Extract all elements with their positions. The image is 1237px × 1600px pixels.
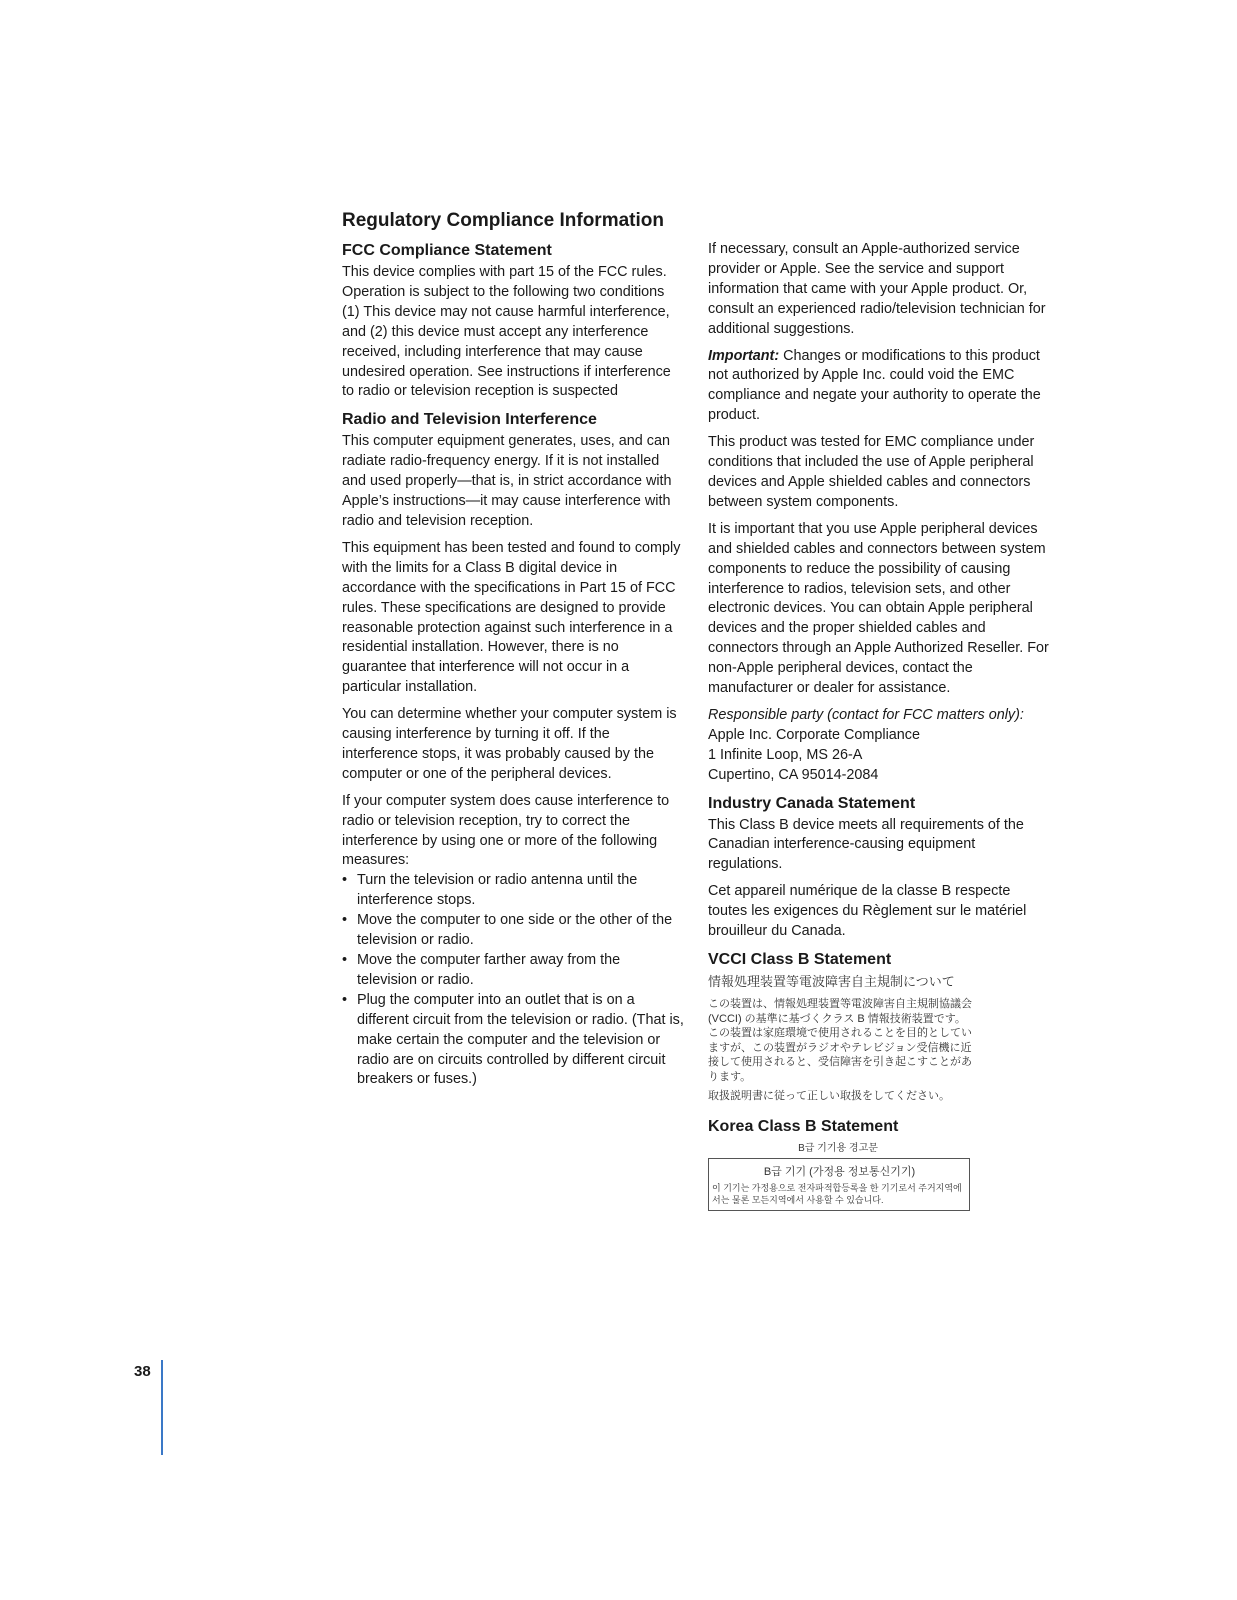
important-label: Important: bbox=[708, 347, 780, 364]
page-number: 38 bbox=[134, 1363, 151, 1380]
address-line: Cupertino, CA 95014-2084 bbox=[708, 766, 879, 783]
canada-french: Cet appareil numérique de la classe B respecte toutes les exigences du Règlement sur le matériel brouilleur du Canada. bbox=[708, 883, 1027, 940]
radio-tv-heading: Radio and Television Interference bbox=[342, 411, 597, 429]
radio-tv-paragraph: You can determine whether your computer system is causing interference by turning it off. If the interference stops, it was probably caused by the computer or one of the peripheral devices. bbox=[342, 706, 677, 782]
list-item-text: Move the computer farther away from the television or radio. bbox=[357, 952, 621, 988]
canada-section bbox=[708, 793, 1053, 942]
measures-list bbox=[342, 871, 684, 1090]
radio-tv-paragraph: This computer equipment generates, uses, and can radiate radio-frequency energy. If it is not installed and used properly—that is, in strict accordance with Apple’s instructions—it may cause interference with radio and television reception. bbox=[342, 433, 672, 529]
bullet-icon: • bbox=[342, 912, 348, 929]
consult-paragraph: If necessary, consult an Apple-authorized service provider or Apple. See the service and support information that came with your Apple product. Or, consult an experienced radio/television technician for additional suggestions. bbox=[708, 241, 1046, 337]
important-text: Changes or modifications to this product not authorized by Apple Inc. could void the EMC compliance and negate your authority to operate the product. bbox=[708, 347, 1041, 424]
address-line: 1 Infinite Loop, MS 26-A bbox=[708, 746, 863, 763]
fcc-section bbox=[342, 240, 684, 402]
list-item-text: Move the computer to one side or the other of the television or radio. bbox=[357, 912, 673, 949]
list-item bbox=[342, 871, 684, 911]
list-item bbox=[342, 911, 684, 951]
korea-statement-box bbox=[708, 1158, 970, 1211]
korea-box-title: B급 기기 (가정용 정보통신기기) bbox=[763, 1165, 916, 1178]
radio-tv-paragraph: This equipment has been tested and found to comply with the limits for a Class B digital device in accordance with the specifications in Part 15 of FCC rules. These specifications are designed to provide reasonable protection against such interference in a residential installation. However, there is no guarantee that interference will not occur in a particular installation. bbox=[342, 539, 681, 696]
vcci-section bbox=[708, 949, 1053, 1104]
list-item bbox=[342, 991, 684, 1091]
list-item-text: Plug the computer into an outlet that is on a different circuit from the television or radio. (That is, make certain the computer and the television or radio are on circuits controlled by different circuit breakers or fuses.) bbox=[357, 991, 684, 1088]
emc-tested-paragraph: This product was tested for EMC compliance under conditions that included the use of Apple peripheral devices and Apple shielded cables and connectors between system components. bbox=[708, 434, 1035, 510]
right-column bbox=[708, 240, 1053, 1211]
fcc-body: This device complies with part 15 of the FCC rules. Operation is subject to the following two conditions (1) This device may not cause harmful interference, and (2) this device must accept any interference received, including interference that may cause undesired operation. See instructions if interference to radio or television reception is suspected bbox=[342, 264, 671, 400]
vcci-heading: VCCI Class B Statement bbox=[708, 951, 892, 968]
page-number-rule bbox=[161, 1360, 163, 1455]
left-column bbox=[342, 240, 684, 1090]
responsible-label: Responsible party (contact for FCC matters only): bbox=[708, 706, 1024, 723]
bullet-icon: • bbox=[342, 872, 348, 889]
korea-caption: B급 기기용 경고문 bbox=[798, 1142, 878, 1154]
vcci-jp-body: この装置は、情報処理装置等電波障害自主規制協議会 (VCCI) の基準に基づくクラス B 情報技術装置です。この装置は家庭環境で使用されることを目的としていますが、この装置がラジオやテレビジョン受信機に近接して使用されると、受信障害を引き起こすことがあります。 bbox=[708, 998, 972, 1083]
radio-tv-paragraph: If your computer system does cause interference to radio or television reception, try to correct the interference by using one or more of the following measures: bbox=[342, 792, 670, 869]
vcci-jp-title: 情報処理装置等電波障害自主規制について bbox=[708, 974, 955, 989]
important-paragraph bbox=[708, 347, 1053, 427]
list-item bbox=[342, 951, 684, 991]
bullet-icon: • bbox=[342, 991, 348, 1008]
korea-section bbox=[708, 1116, 1053, 1211]
list-item-text: Turn the television or radio antenna until the interference stops. bbox=[357, 872, 638, 909]
important-use-paragraph: It is important that you use Apple peripheral devices and shielded cables and connectors between system components to reduce the possibility of causing interference to radios, television sets, and other electronic devices. You can obtain Apple peripheral devices and the proper shielded cables and connectors through an Apple Authorized Reseller. For non-Apple peripheral devices, contact the manufacturer or dealer for assistance. bbox=[708, 520, 1049, 697]
fcc-heading: FCC Compliance Statement bbox=[342, 242, 552, 259]
canada-english: This Class B device meets all requirements of the Canadian interference-causing equipment regulations. bbox=[708, 816, 1024, 873]
canada-heading: Industry Canada Statement bbox=[708, 794, 916, 812]
korea-box-text: 이 기기는 가정용으로 전자파적합등록을 한 기기로서 주거지역에서는 물론 모든지역에서 사용할 수 있습니다. bbox=[712, 1182, 962, 1205]
page-title: Regulatory Compliance Information bbox=[342, 210, 664, 231]
address-line: Apple Inc. Corporate Compliance bbox=[708, 726, 920, 743]
korea-heading: Korea Class B Statement bbox=[708, 1117, 899, 1135]
radio-tv-section bbox=[342, 409, 684, 1090]
bullet-icon: • bbox=[342, 952, 348, 968]
vcci-jp-note: 取扱説明書に従って正しい取扱をしてください。 bbox=[708, 1090, 950, 1102]
responsible-party bbox=[708, 706, 1053, 786]
